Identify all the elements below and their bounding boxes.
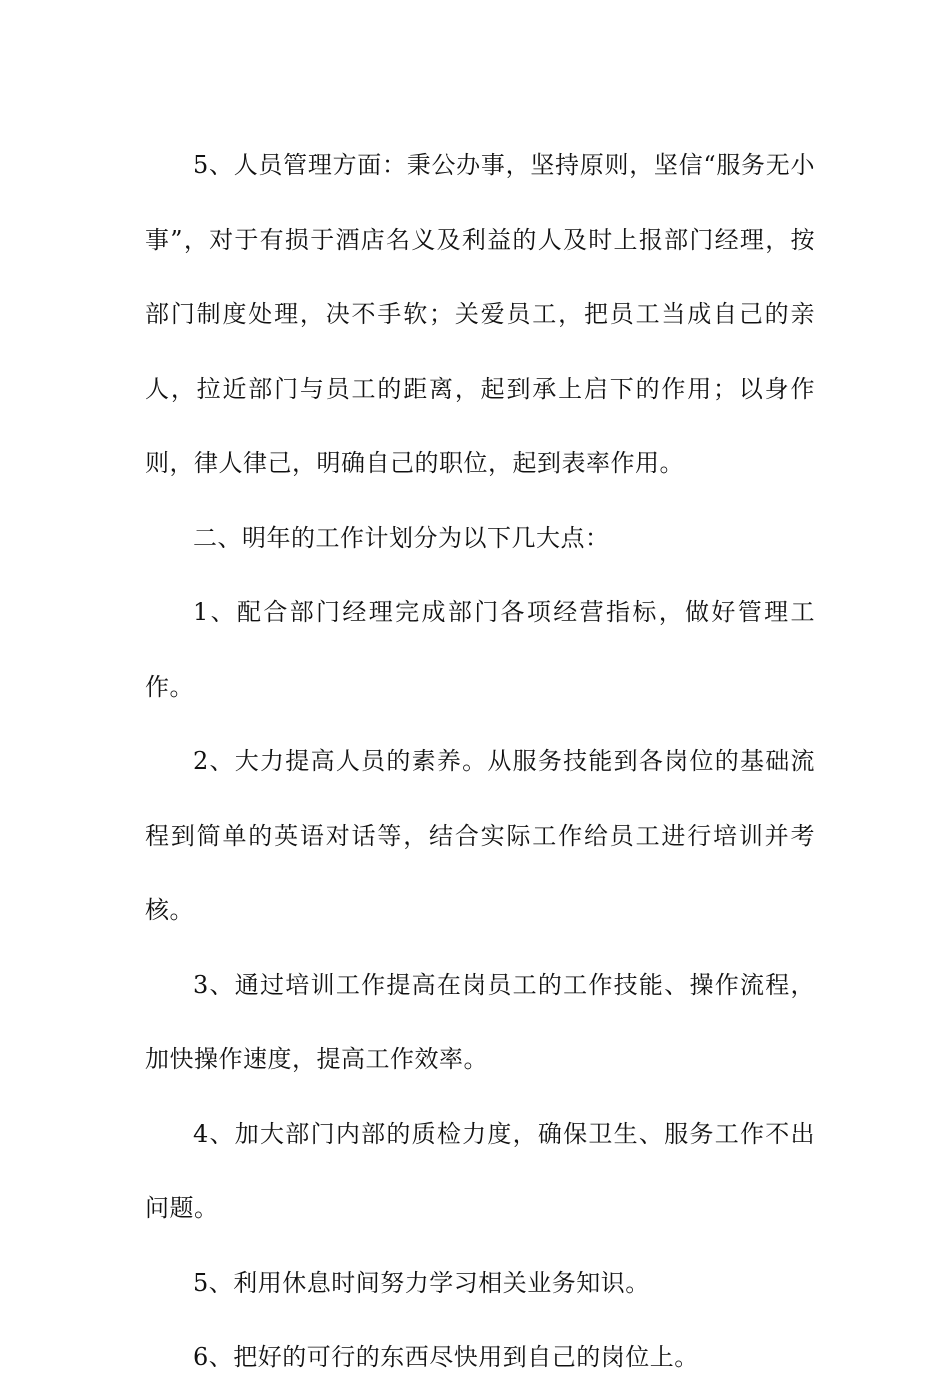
paragraph-plan-item-4: 4、加大部门内部的质检力度，确保卫生、服务工作不出问题。 (145, 1119, 815, 1222)
paragraph-next-year-plan-heading: 二、明年的工作计划分为以下几大点： (193, 523, 610, 552)
paragraph-plan-item-5: 5、利用休息时间努力学习相关业务知识。 (193, 1268, 650, 1297)
paragraph-plan-item-6: 6、把好的可行的东西尽快用到自己的岗位上。 (193, 1343, 699, 1371)
paragraph-plan-item-1: 1、配合部门经理完成部门各项经营指标，做好管理工作。 (145, 598, 815, 701)
paragraph-plan-item-3: 3、通过培训工作提高在岗员工的工作技能、操作流程，加快操作速度，提高工作效率。 (145, 970, 815, 1073)
document-body (145, 128, 815, 1395)
paragraph-plan-item-2: 2、大力提高人员的素养。从服务技能到各岗位的基础流程到简单的英语对话等，结合实际工作给员工进行培训并考核。 (145, 747, 815, 924)
paragraph-personnel-management: 5、人员管理方面：秉公办事，坚持原则，坚信“服务无小事”，对于有损于酒店名义及利益的人及时上报部门经理，按部门制度处理，决不手软；关爱员工，把员工当成自己的亲人，拉近部门与员工的距离，起到承上启下的作用；以身作则，律人律己，明确自己的职位，起到表率作用。 (145, 151, 815, 477)
